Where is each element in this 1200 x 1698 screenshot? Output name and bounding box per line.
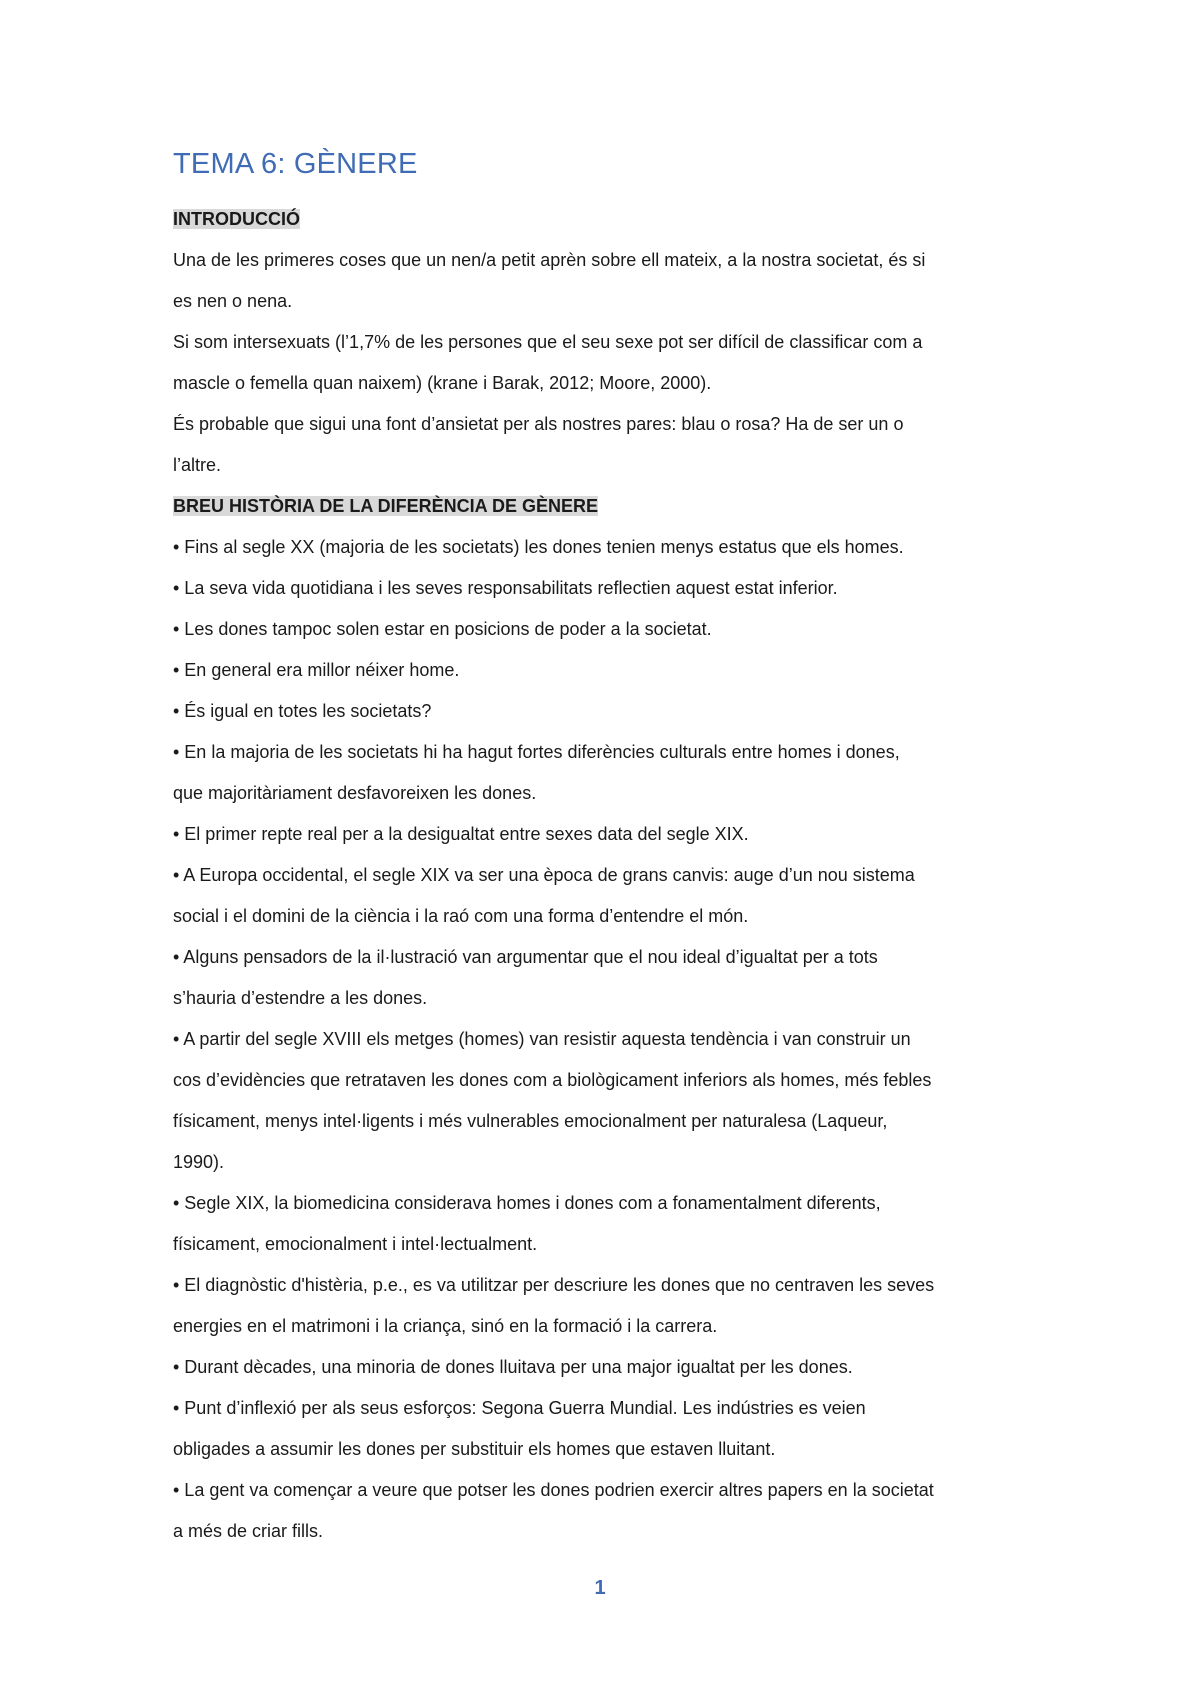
- text-line: es nen o nena.: [173, 291, 293, 311]
- text-line: físicament, menys intel·ligents i més vulnerables emocionalment per naturalesa (Laqueur,: [173, 1111, 888, 1131]
- text-line: • Durant dècades, una minoria de dones lluitava per una major igualtat per les dones.: [173, 1357, 853, 1377]
- text-line: a més de criar fills.: [173, 1521, 324, 1541]
- section-heading-intro: [173, 199, 1043, 240]
- section-heading-history: [173, 486, 1043, 527]
- text-line: cos d’evidències que retrataven les dones com a biològicament inferiors als homes, més febles: [173, 1070, 932, 1090]
- text-line: Si som intersexuats (l’1,7% de les persones que el seu sexe pot ser difícil de classificar com a: [173, 332, 923, 352]
- text-line: • Segle XIX, la biomedicina considerava homes i dones com a fonamentalment diferents,: [173, 1193, 881, 1213]
- text-line: És probable que sigui una font d’ansietat per als nostres pares: blau o rosa? Ha de ser un o: [173, 414, 904, 434]
- section-intro-body: [173, 240, 1043, 486]
- page-content: [173, 140, 1043, 1552]
- text-line: mascle o femella quan naixem) (krane i Barak, 2012; Moore, 2000).: [173, 373, 712, 393]
- text-line: • A Europa occidental, el segle XIX va ser una època de grans canvis: auge d’un nou sistema: [173, 865, 915, 885]
- text-line: • Alguns pensadors de la il·lustració van argumentar que el nou ideal d’igualtat per a tots: [173, 947, 878, 967]
- text-line: • A partir del segle XVIII els metges (homes) van resistir aquesta tendència i van construir un: [173, 1029, 911, 1049]
- section-heading-history-text: BREU HISTÒRIA DE LA DIFERÈNCIA DE GÈNERE: [173, 496, 599, 516]
- text-line: Una de les primeres coses que un nen/a petit aprèn sobre ell mateix, a la nostra societat, és si: [173, 250, 926, 270]
- section-heading-intro-text: INTRODUCCIÓ: [173, 209, 300, 229]
- text-line: social i el domini de la ciència i la raó com una forma d’entendre el món.: [173, 906, 749, 926]
- text-line: • En la majoria de les societats hi ha hagut fortes diferències culturals entre homes i dones,: [173, 742, 900, 762]
- text-line: s’hauria d’estendre a les dones.: [173, 988, 428, 1008]
- text-line: • La seva vida quotidiana i les seves responsabilitats reflectien aquest estat inferior.: [173, 578, 838, 598]
- text-line: • La gent va començar a veure que potser les dones podrien exercir altres papers en la societat: [173, 1480, 934, 1500]
- text-line: • Punt d’inflexió per als seus esforços: Segona Guerra Mundial. Les indústries es veien: [173, 1398, 866, 1418]
- text-line: l’altre.: [173, 455, 222, 475]
- text-line: • El primer repte real per a la desigualtat entre sexes data del segle XIX.: [173, 824, 749, 844]
- page-number: 1: [594, 1577, 606, 1599]
- text-line: • Les dones tampoc solen estar en posicions de poder a la societat.: [173, 619, 712, 639]
- text-line: 1990).: [173, 1152, 225, 1172]
- page-title: TEMA 6: GÈNERE: [173, 148, 418, 180]
- section-history-body: [173, 527, 1043, 1552]
- text-line: físicament, emocionalment i intel·lectualment.: [173, 1234, 538, 1254]
- text-line: obligades a assumir les dones per substituir els homes que estaven lluitant.: [173, 1439, 776, 1459]
- text-line: • En general era millor néixer home.: [173, 660, 460, 680]
- text-line: • Fins al segle XX (majoria de les societats) les dones tenien menys estatus que els homes.: [173, 537, 904, 557]
- text-line: energies en el matrimoni i la criança, sinó en la formació i la carrera.: [173, 1316, 718, 1336]
- text-line: • El diagnòstic d'histèria, p.e., es va utilitzar per descriure les dones que no centraven les seves: [173, 1275, 935, 1295]
- text-line: que majoritàriament desfavoreixen les dones.: [173, 783, 537, 803]
- text-line: • És igual en totes les societats?: [173, 701, 432, 721]
